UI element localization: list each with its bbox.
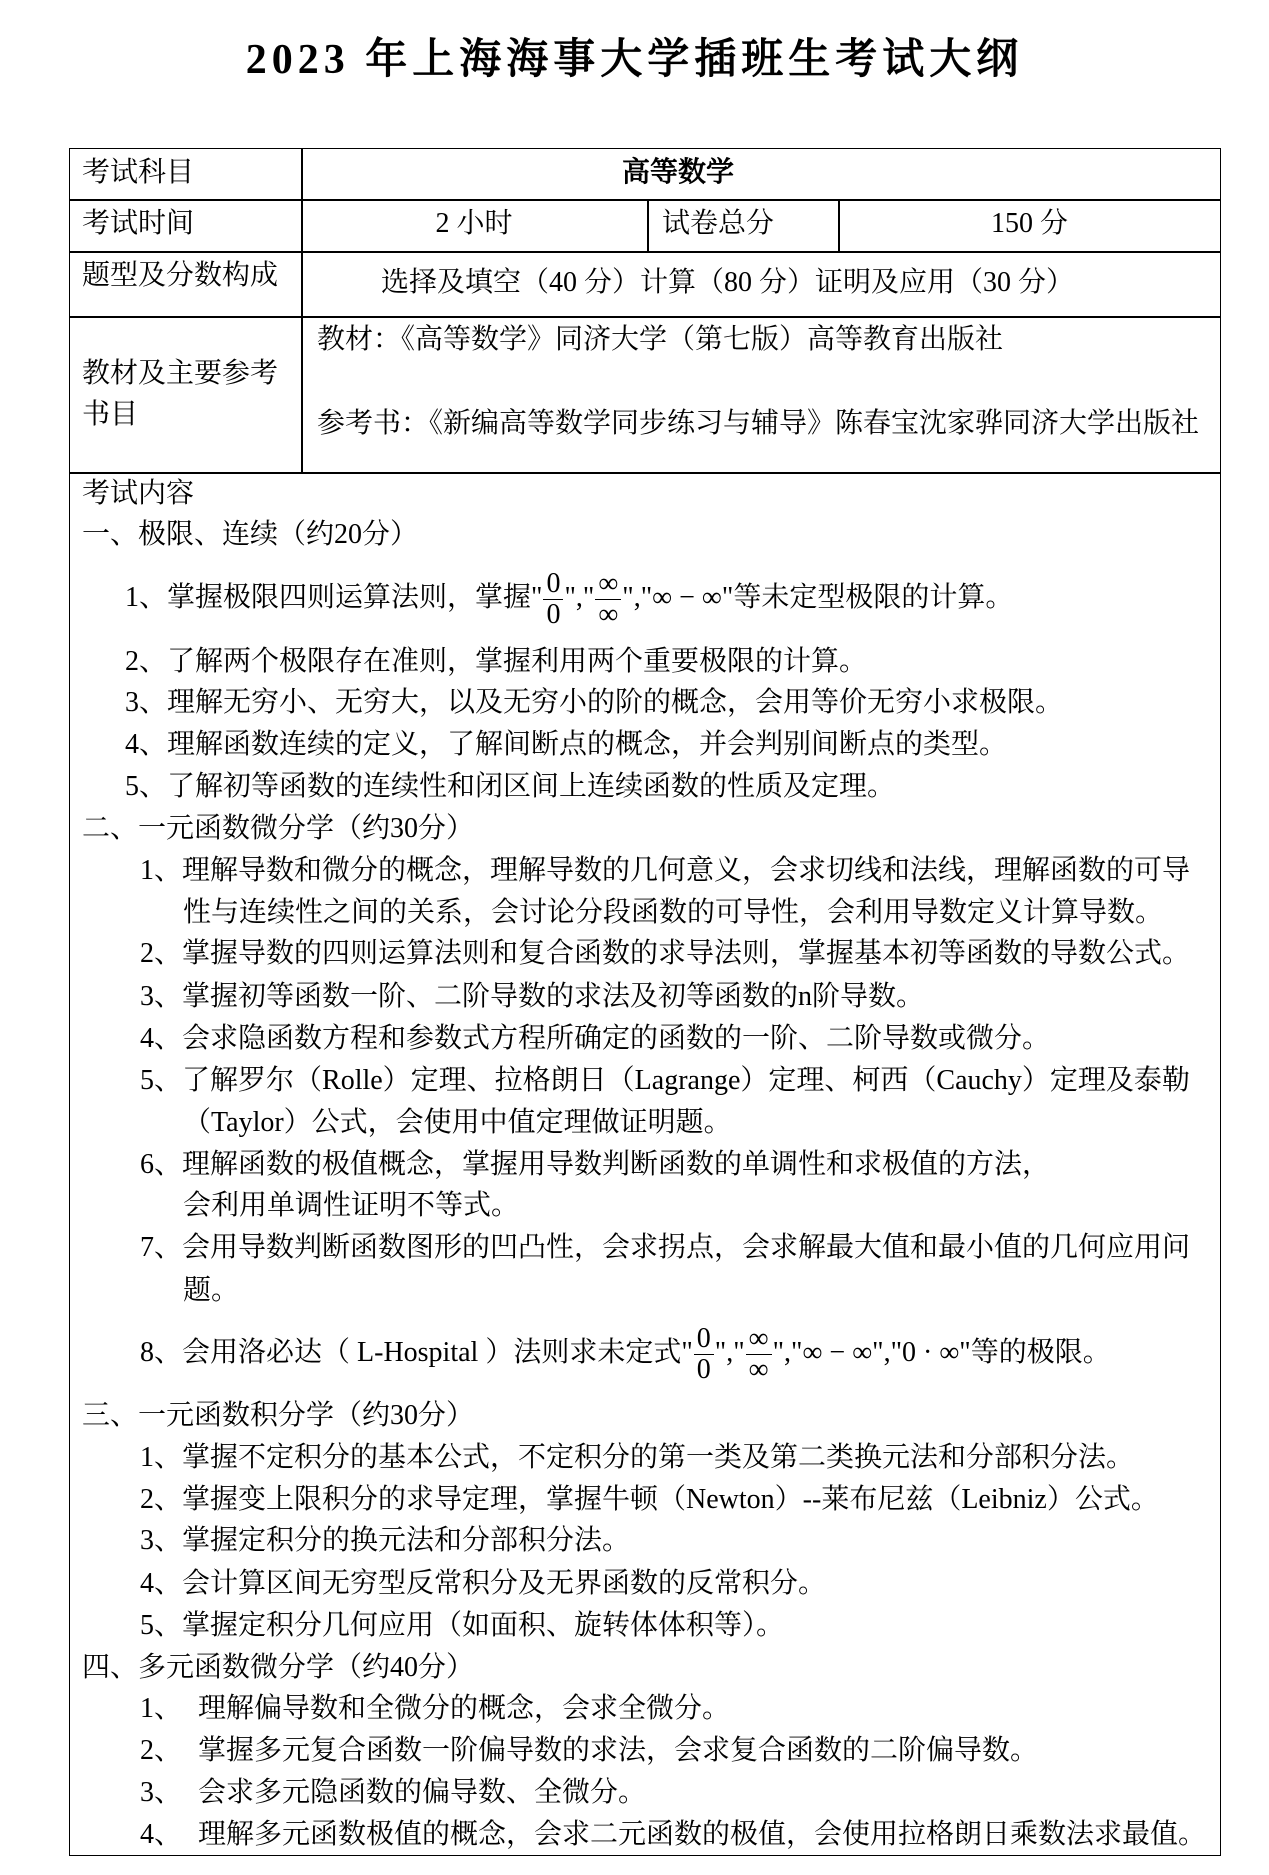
fraction-numerator: ∞ bbox=[746, 1324, 772, 1355]
item-text: 掌握定积分几何应用（如面积、旋转体体积等）。 bbox=[182, 1610, 785, 1641]
item-text: 理解函数连续的定义，了解间断点的概念，并会判别间断点的类型。 bbox=[167, 729, 1008, 760]
fraction bbox=[694, 1324, 714, 1385]
row-divider bbox=[69, 199, 1221, 201]
item-text: 掌握定积分的换元法和分部积分法。 bbox=[182, 1525, 631, 1556]
item-text: 等未定型极限的计算。 bbox=[733, 581, 1014, 613]
item-number: 4、 bbox=[140, 1023, 183, 1054]
item-text: 理解偏导数和全微分的概念，会求全微分。 bbox=[198, 1693, 731, 1724]
column-divider bbox=[301, 148, 303, 472]
item-text: 掌握导数的四则运算法则和复合函数的求导法则，掌握基本初等函数的导数公式。 bbox=[182, 938, 1191, 969]
books-label: 教材及主要参考 bbox=[82, 358, 279, 389]
item-text: 了解罗尔（Rolle）定理、拉格朗日（Lagrange）定理、柯西（Cauchy）定理及泰勒 bbox=[182, 1065, 1190, 1096]
subject-label: 考试科目 bbox=[82, 157, 195, 188]
fraction-numerator: 0 bbox=[694, 1324, 714, 1355]
fraction-denominator: ∞ bbox=[598, 599, 619, 630]
item-text: 掌握极限四则运算法则，掌握 bbox=[167, 581, 532, 613]
list-item bbox=[140, 1772, 646, 1814]
item-text: 掌握不定积分的基本公式，不定积分的第一类及第二类换元法和分部积分法。 bbox=[182, 1442, 1135, 1473]
list-item bbox=[125, 724, 1007, 766]
item-number: 4、 bbox=[140, 1568, 183, 1599]
item-number: 4、 bbox=[125, 729, 168, 760]
textbook: 教材：《高等数学》同济大学（第七版）高等教育出版社 bbox=[317, 324, 1004, 355]
item-text: 了解初等函数的连续性和闭区间上连续函数的性质及定理。 bbox=[167, 771, 896, 802]
row-divider bbox=[69, 316, 1221, 318]
item-number: 2、 bbox=[140, 1484, 183, 1515]
math-separator: "," bbox=[564, 581, 595, 613]
item-number: 3、 bbox=[140, 1525, 183, 1556]
list-item bbox=[140, 1814, 1206, 1856]
item-number: 4、 bbox=[140, 1819, 183, 1850]
section-title: 三、一元函数积分学（约30分） bbox=[82, 1400, 475, 1431]
list-item bbox=[140, 1563, 826, 1605]
item-text: 理解函数的极值概念，掌握用导数判断函数的单调性和求极值的方法， bbox=[182, 1149, 1051, 1180]
fraction bbox=[543, 569, 563, 630]
section-title: 四、多元函数微分学（约40分） bbox=[82, 1652, 475, 1683]
item-text: 会计算区间无穷型反常积分及无界函数的反常积分。 bbox=[182, 1568, 827, 1599]
item-number: 2、 bbox=[140, 1735, 183, 1766]
list-item bbox=[140, 1060, 1190, 1102]
item-number: 5、 bbox=[125, 771, 168, 802]
fraction-denominator: 0 bbox=[696, 1354, 711, 1385]
list-item bbox=[140, 1018, 1050, 1060]
item-number: 2、 bbox=[140, 938, 183, 969]
list-item bbox=[140, 1520, 630, 1562]
reference-book: 参考书：《新编高等数学同步练习与辅导》陈春宝沈家骅同济大学出版社 bbox=[317, 408, 1200, 439]
format-value: 选择及填空（40 分）计算（80 分）证明及应用（30 分） bbox=[381, 267, 1075, 298]
score-value: 150 分 bbox=[990, 208, 1068, 239]
item-text: 了解两个极限存在准则，掌握利用两个重要极限的计算。 bbox=[167, 646, 868, 677]
fraction-denominator: ∞ bbox=[748, 1354, 769, 1385]
item-continuation: 题。 bbox=[183, 1275, 240, 1306]
list-item bbox=[140, 1605, 784, 1647]
item-text: 掌握变上限积分的求导定理，掌握牛顿（Newton）--莱布尼兹（Leibniz）公式。 bbox=[182, 1484, 1159, 1515]
fraction bbox=[595, 569, 621, 630]
fraction-numerator: ∞ bbox=[595, 569, 621, 600]
fraction-numerator: 0 bbox=[543, 569, 563, 600]
item-text: 会求多元隐函数的偏导数、全微分。 bbox=[198, 1777, 647, 1808]
score-label: 试卷总分 bbox=[662, 208, 775, 239]
list-item bbox=[140, 1324, 1111, 1385]
item-text: 会用洛必达（ L-Hospital ）法则求未定式 bbox=[182, 1336, 682, 1368]
item-text: 掌握初等函数一阶、二阶导数的求法及初等函数的n阶导数。 bbox=[182, 981, 925, 1012]
list-item bbox=[140, 933, 1190, 975]
content-heading: 考试内容 bbox=[82, 478, 195, 509]
list-item bbox=[125, 641, 867, 683]
books-label: 书目 bbox=[82, 399, 139, 430]
item-number: 5、 bbox=[140, 1610, 183, 1641]
item-number: 3、 bbox=[125, 687, 168, 718]
page-title: 2023 年上海海事大学插班生考试大纲 bbox=[245, 37, 1024, 83]
item-continuation: 性与连续性之间的关系，会讨论分段函数的可导性，会利用导数定义计算导数。 bbox=[183, 897, 1164, 928]
list-item bbox=[140, 850, 1190, 892]
row-divider bbox=[69, 251, 1221, 253]
list-item bbox=[140, 1730, 1038, 1772]
item-text: 等的极限。 bbox=[970, 1336, 1111, 1368]
item-text: 掌握多元复合函数一阶偏导数的求法，会求复合函数的二阶偏导数。 bbox=[198, 1735, 1039, 1766]
item-number: 1、 bbox=[140, 1442, 183, 1473]
fraction bbox=[746, 1324, 772, 1385]
item-text: 会用导数判断函数图形的凹凸性，会求拐点，会求解最大值和最小值的几何应用问 bbox=[182, 1232, 1191, 1263]
format-label: 题型及分数构成 bbox=[82, 260, 279, 291]
item-text: 理解无穷小、无穷大，以及无穷小的阶的概念，会用等价无穷小求极限。 bbox=[167, 687, 1064, 718]
column-divider bbox=[647, 199, 649, 251]
time-value: 2 小时 bbox=[435, 208, 513, 239]
list-item bbox=[125, 766, 895, 808]
math-expression: ","∞ − ∞" bbox=[622, 581, 734, 613]
time-label: 考试时间 bbox=[82, 208, 195, 239]
quote-mark: " bbox=[531, 581, 543, 613]
item-text: 会求隐函数方程和参数式方程所确定的函数的一阶、二阶导数或微分。 bbox=[182, 1023, 1051, 1054]
subject-value: 高等数学 bbox=[622, 157, 735, 188]
item-text: 理解多元函数极值的概念，会求二元函数的极值，会使用拉格朗日乘数法求最值。 bbox=[198, 1819, 1207, 1850]
item-number: 3、 bbox=[140, 1777, 183, 1808]
math-separator: "," bbox=[714, 1336, 745, 1368]
section-title: 一、极限、连续（约20分） bbox=[82, 519, 419, 550]
item-number: 3、 bbox=[140, 981, 183, 1012]
list-item bbox=[140, 1688, 730, 1730]
item-number: 1、 bbox=[125, 581, 168, 613]
fraction-denominator: 0 bbox=[546, 599, 561, 630]
list-item bbox=[140, 1227, 1190, 1269]
item-number: 6、 bbox=[140, 1149, 183, 1180]
list-item bbox=[125, 569, 1013, 630]
item-number: 5、 bbox=[140, 1065, 183, 1096]
item-number: 1、 bbox=[140, 855, 183, 886]
item-number: 8、 bbox=[140, 1336, 183, 1368]
math-expression: ","∞ − ∞","0 · ∞" bbox=[772, 1336, 971, 1368]
item-number: 7、 bbox=[140, 1232, 183, 1263]
list-item bbox=[140, 1479, 1159, 1521]
list-item bbox=[140, 976, 924, 1018]
item-text: 理解导数和微分的概念，理解导数的几何意义，会求切线和法线，理解函数的可导 bbox=[182, 855, 1191, 886]
row-divider bbox=[69, 472, 1221, 474]
list-item bbox=[140, 1437, 1134, 1479]
quote-mark: " bbox=[681, 1336, 693, 1368]
item-number: 1、 bbox=[140, 1693, 183, 1724]
list-item bbox=[125, 682, 1063, 724]
list-item bbox=[140, 1144, 1050, 1186]
item-number: 2、 bbox=[125, 646, 168, 677]
item-continuation: （Taylor）公式，会使用中值定理做证明题。 bbox=[183, 1107, 732, 1138]
section-title: 二、一元函数微分学（约30分） bbox=[82, 813, 475, 844]
item-continuation: 会利用单调性证明不等式。 bbox=[183, 1190, 520, 1221]
